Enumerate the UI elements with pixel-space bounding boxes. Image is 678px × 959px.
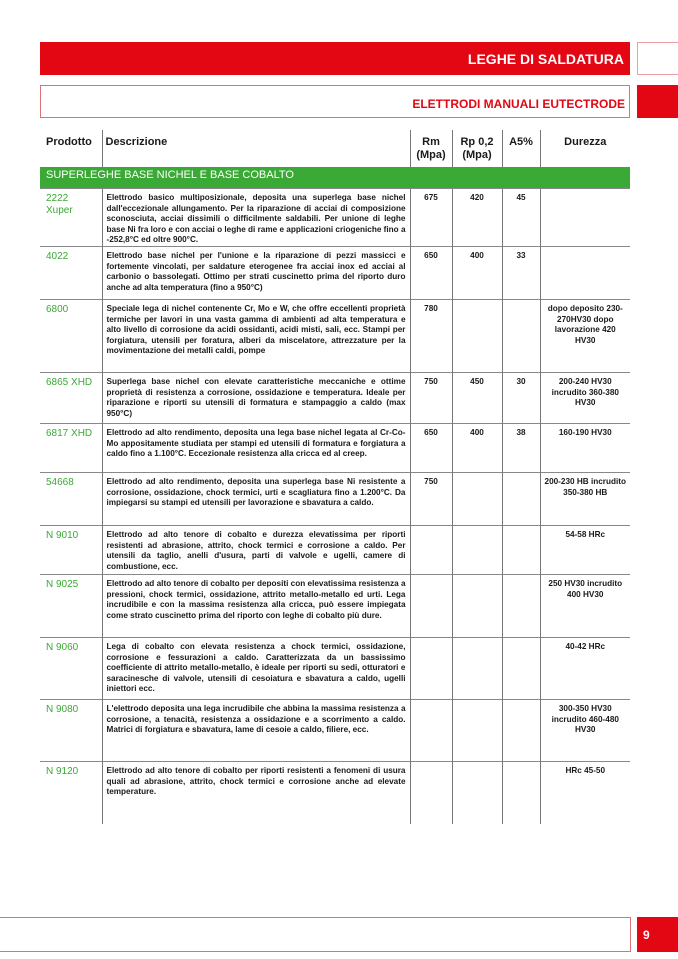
col-rm: Rm (Mpa) <box>410 130 452 167</box>
product-description: Elettrodo ad alto tenore di cobalto per depositi con elevatissima resistenza a pressioni, chock termici, ossidazione, attrito metallo-metallo ed urti. Lega incrudibile e con la massima resistenza alla cricca, può essere impiegata come strato cuscinetto prima del riporto con leghe di cobalto più dure. <box>102 575 410 638</box>
hardness-value: 160-190 HV30 <box>540 424 630 473</box>
a5-value <box>502 300 540 373</box>
product-description: Lega di cobalto con elevata resistenza a chock termici, ossidazione, corrosione e fessurazioni a caldo. Caratterizzata da un bassissimo coefficiente di attrito metallo-metallo, è ideale per riporti su sedi, otturatori e saracinesche di valvole, utensili di cesoiatura e sbavatura a caldo, ugelli iniettori ecc. <box>102 638 410 700</box>
page-number-box <box>637 917 678 952</box>
product-description: Elettrodo ad alto rendimento, deposita una lega base nichel legata al Cr-Co-Mo appositamente studiata per stampi ed utensili di formatura e forgiatura a caldo fino a 1.100°C. Eccezionale resistenza alla cricca ed al creep. <box>102 424 410 473</box>
table-row <box>40 473 630 526</box>
product-description: Superlega base nichel con elevate caratteristiche meccaniche e ottime proprietà di resistenza a corrosione, ossidazione e temperatura. Ideale per riparazione e riporti su utensili di formatura e stampaggio a caldo (max 950°C) <box>102 373 410 424</box>
rm-value <box>410 700 452 762</box>
hardness-value: 54-58 HRc <box>540 526 630 575</box>
hardness-value: 200-230 HB incrudito 350-380 HB <box>540 473 630 526</box>
col-a5: A5% <box>502 130 540 167</box>
rp-value <box>452 300 502 373</box>
rm-value: 780 <box>410 300 452 373</box>
section-title-bar <box>40 42 630 75</box>
table-header <box>40 130 630 167</box>
product-description: Elettrodo ad alto tenore di cobalto e durezza elevatissima per riporti resistenti ad abrasione, attrito, chock termici e corrosione a caldo. Per utensili da taglio, anelli d'usura, parti di valvole e ugelli, camere di combustione, ecc. <box>102 526 410 575</box>
rm-value <box>410 638 452 700</box>
a5-value <box>502 700 540 762</box>
hardness-value: 250 HV30 incrudito 400 HV30 <box>540 575 630 638</box>
rp-value <box>452 700 502 762</box>
col-product: Prodotto <box>46 136 92 148</box>
a5-value <box>502 526 540 575</box>
table-row <box>40 424 630 473</box>
rp-value: 450 <box>452 373 502 424</box>
product-name: N 9025 <box>40 575 102 638</box>
hardness-value: dopo deposito 230-270HV30 dopo lavorazione 420 HV30 <box>540 300 630 373</box>
product-description: Speciale lega di nichel contenente Cr, Mo e W, che offre eccellenti proprietà termiche per lavori in una vasta gamma di ambienti ad alta temperatura e alto livello di corrosione da acidi ossidanti, acidi misti, sali, ecc. Stampi per forgiatura, utensili per foratura, alberi da miscelatore, attrezzature per la movimentazione dei metalli caldi, pompe <box>102 300 410 373</box>
table-row <box>40 762 630 824</box>
product-name: 6800 <box>40 300 102 373</box>
hardness-value: 40-42 HRc <box>540 638 630 700</box>
rp-value: 400 <box>452 247 502 300</box>
rm-value: 675 <box>410 189 452 247</box>
rp-value <box>452 575 502 638</box>
hardness-value <box>540 189 630 247</box>
section-title: LEGHE DI SALDATURA <box>467 51 624 67</box>
page-number: 9 <box>643 928 650 942</box>
table-row <box>40 575 630 638</box>
corner-box <box>637 42 678 75</box>
rp-value <box>452 473 502 526</box>
rm-value <box>410 575 452 638</box>
rp-value: 400 <box>452 424 502 473</box>
product-name: 6865 XHD <box>40 373 102 424</box>
a5-value <box>502 638 540 700</box>
rp-value: 420 <box>452 189 502 247</box>
a5-value <box>502 762 540 824</box>
hardness-value <box>540 247 630 300</box>
table-row <box>40 247 630 300</box>
col-hardness: Durezza <box>540 130 630 167</box>
a5-value <box>502 575 540 638</box>
product-name: 4022 <box>40 247 102 300</box>
rm-value: 650 <box>410 247 452 300</box>
rp-value <box>452 526 502 575</box>
a5-value: 33 <box>502 247 540 300</box>
col-rp: Rp 0,2 (Mpa) <box>452 130 502 167</box>
rm-value <box>410 526 452 575</box>
col-description: Descrizione <box>102 130 410 167</box>
rp-value <box>452 762 502 824</box>
a5-value: 38 <box>502 424 540 473</box>
product-name: N 9120 <box>40 762 102 824</box>
hardness-value: HRc 45-50 <box>540 762 630 824</box>
product-name: N 9080 <box>40 700 102 762</box>
product-name: 2222 Xuper <box>40 189 102 247</box>
hardness-value: 300-350 HV30 incrudito 460-480 HV30 <box>540 700 630 762</box>
a5-value: 30 <box>502 373 540 424</box>
rm-value: 750 <box>410 473 452 526</box>
table-row <box>40 189 630 247</box>
table-row <box>40 526 630 575</box>
product-name: N 9010 <box>40 526 102 575</box>
subtitle: ELETTRODI MANUALI EUTECTRODE <box>412 97 625 111</box>
product-description: Elettrodo base nichel per l'unione e la riparazione di pezzi massicci e fortemente vincolati, per saldature eterogenee fra acciai inox ed acciai al carbonio o bassolegati. Ottimo per strati cuscinetto prima del riporto duro anche ad alta temperatura (fino a 950°C) <box>102 247 410 300</box>
product-description: Elettrodo basico multiposizionale, deposita una superlega base nichel dall'eccezionale allungamento. Per la riparazione di acciai di composizione sconosciuta, acciai dissimili o difficilmente saldabili. Per unione di leghe base Ni fra loro e con acciai o leghe di rame e applicazioni criogeniche fino a -252,8°C ed oltre 900°C. <box>102 189 410 247</box>
rm-value: 750 <box>410 373 452 424</box>
a5-value <box>502 473 540 526</box>
rp-value <box>452 638 502 700</box>
product-name: 54668 <box>40 473 102 526</box>
product-description: Elettrodo ad alto tenore di cobalto per riporti resistenti a fenomeni di usura quali ad abrasione, attrito, chock termici e corrosione anche ad elevate temperature. <box>102 762 410 824</box>
product-name: 6817 XHD <box>40 424 102 473</box>
rm-value <box>410 762 452 824</box>
table-row <box>40 373 630 424</box>
product-description: Elettrodo ad alto rendimento, deposita una superlega base Ni resistente a corrosione, ossidazione, chock termici, urti e scagliatura fino a 1.200°C. Da impiegarsi su stampi ed utensili per lavorazione e sbavatura a caldo. <box>102 473 410 526</box>
group-label: SUPERLEGHE BASE NICHEL E BASE COBALTO <box>40 167 630 189</box>
group-row <box>40 167 630 189</box>
hardness-value: 200-240 HV30 incrudito 360-380 HV30 <box>540 373 630 424</box>
table-row <box>40 300 630 373</box>
product-description: L'elettrodo deposita una lega incrudibile che abbina la massima resistenza a corrosione, a tenacità, resistenza a ossidazione e a scorrimento a caldo. Matrici di forgiatura e sbavatura, lame di cesoie a caldo, filiere, ecc. <box>102 700 410 762</box>
a5-value: 45 <box>502 189 540 247</box>
subtitle-bar <box>40 85 630 118</box>
table-row <box>40 638 630 700</box>
products-table <box>40 130 630 824</box>
table-row <box>40 700 630 762</box>
rm-value: 650 <box>410 424 452 473</box>
footer-bar <box>0 917 631 952</box>
corner-tab <box>637 85 678 118</box>
product-name: N 9060 <box>40 638 102 700</box>
